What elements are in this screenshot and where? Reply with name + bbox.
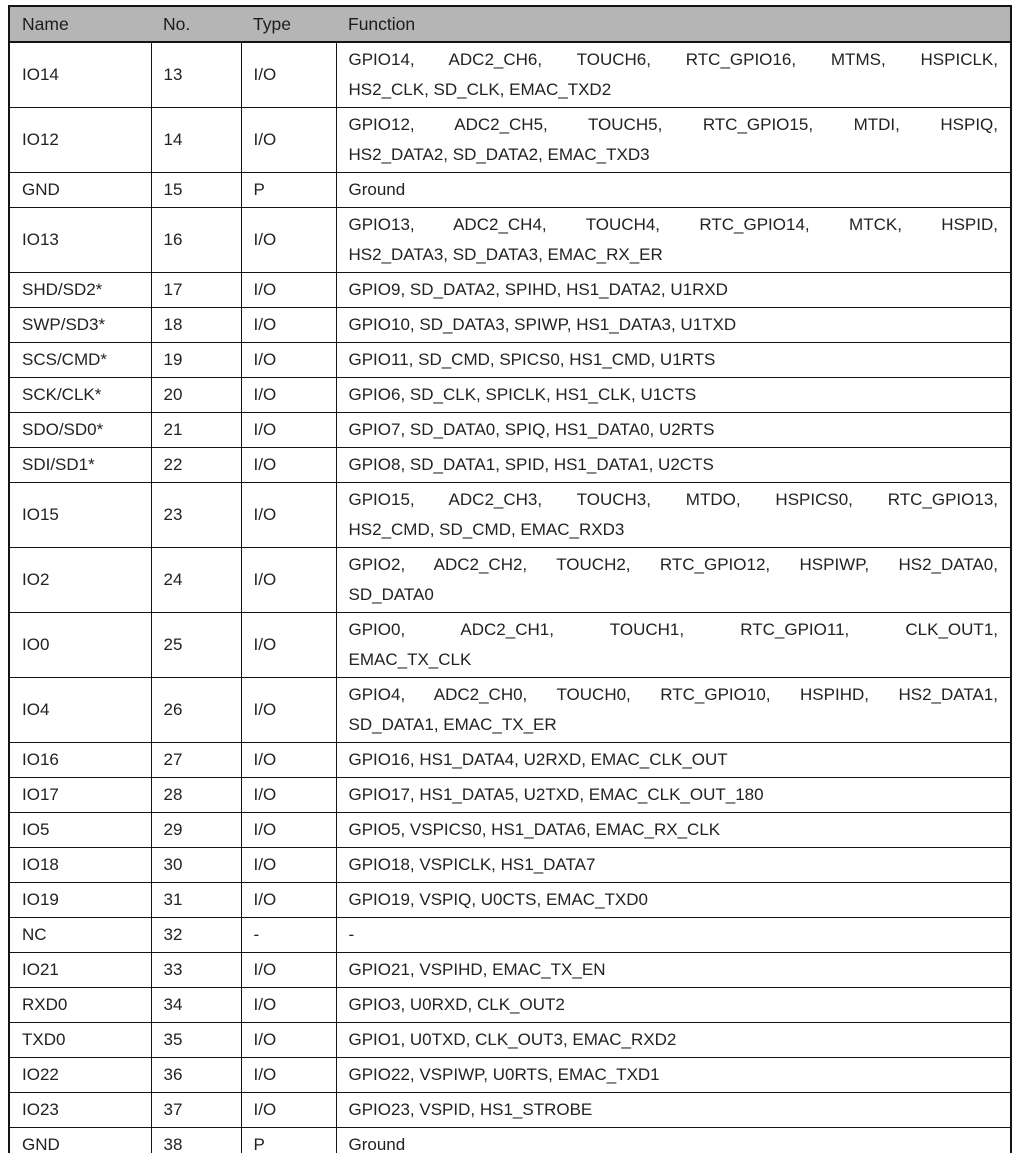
pin-number-cell: 20 [151,378,241,413]
function-line: Ground [348,180,406,199]
pin-type-cell: I/O [241,378,336,413]
pin-type-cell: P [241,173,336,208]
pin-number-cell: 31 [151,883,241,918]
pin-type-cell: I/O [241,308,336,343]
pin-number-cell: 33 [151,953,241,988]
table-row [9,208,1011,273]
pin-name-cell: IO17 [9,778,151,813]
pin-name-cell: IO16 [9,743,151,778]
table-row [9,173,1011,208]
table-row [9,813,1011,848]
pin-function-cell [336,108,1011,173]
table-row [9,988,1011,1023]
pin-number-cell: 30 [151,848,241,883]
pin-number-cell: 17 [151,273,241,308]
pin-function-cell [336,548,1011,613]
column-header-function: Function [336,6,1011,42]
table-row [9,953,1011,988]
table-row [9,778,1011,813]
pin-name-cell: IO2 [9,548,151,613]
pin-function-cell [336,208,1011,273]
pin-number-cell: 26 [151,678,241,743]
pin-name-cell: IO14 [9,42,151,108]
pin-name-cell: IO13 [9,208,151,273]
pin-name-cell: SCK/CLK* [9,378,151,413]
pin-function-cell [336,1058,1011,1093]
pin-function-cell [336,483,1011,548]
pin-function-cell [336,173,1011,208]
function-line: GPIO4, ADC2_CH0, TOUCH0, RTC_GPIO10, HSPIHD, HS2_DATA1, [348,685,998,704]
pin-function-cell [336,848,1011,883]
pin-name-cell: TXD0 [9,1023,151,1058]
function-line: GPIO14, ADC2_CH6, TOUCH6, RTC_GPIO16, MTMS, HSPICLK, [348,50,998,69]
table-row [9,343,1011,378]
pin-number-cell: 35 [151,1023,241,1058]
pin-name-cell: IO4 [9,678,151,743]
pin-function-cell [336,448,1011,483]
pin-function-cell [336,813,1011,848]
table-row [9,848,1011,883]
pin-function-cell [336,413,1011,448]
pin-name-cell: GND [9,1128,151,1153]
pin-type-cell: P [241,1128,336,1153]
table-row [9,918,1011,953]
column-header-no: No. [151,6,241,42]
table-row [9,483,1011,548]
column-header-name: Name [9,6,151,42]
pin-type-cell: I/O [241,448,336,483]
table-row [9,108,1011,173]
pin-type-cell: I/O [241,273,336,308]
function-line: GPIO2, ADC2_CH2, TOUCH2, RTC_GPIO12, HSPIWP, HS2_DATA0, [348,555,998,574]
pin-name-cell: RXD0 [9,988,151,1023]
function-line: HS2_CMD, SD_CMD, EMAC_RXD3 [348,520,625,539]
table-row [9,883,1011,918]
pin-function-cell [336,343,1011,378]
table-row [9,743,1011,778]
function-line: GPIO16, HS1_DATA4, U2RXD, EMAC_CLK_OUT [348,750,728,769]
function-line: HS2_DATA2, SD_DATA2, EMAC_TXD3 [348,145,650,164]
pin-type-cell: - [241,918,336,953]
pin-type-cell: I/O [241,678,336,743]
pin-name-cell: SCS/CMD* [9,343,151,378]
table-body [9,42,1011,1153]
function-line: GPIO18, VSPICLK, HS1_DATA7 [348,855,596,874]
pin-number-cell: 29 [151,813,241,848]
function-line: GPIO22, VSPIWP, U0RTS, EMAC_TXD1 [348,1065,660,1084]
pin-number-cell: 27 [151,743,241,778]
function-line: GPIO7, SD_DATA0, SPIQ, HS1_DATA0, U2RTS [348,420,715,439]
function-line: GPIO17, HS1_DATA5, U2TXD, EMAC_CLK_OUT_180 [348,785,764,804]
pin-number-cell: 38 [151,1128,241,1153]
table-row [9,308,1011,343]
pin-number-cell: 34 [151,988,241,1023]
pin-name-cell: IO23 [9,1093,151,1128]
function-line: GPIO10, SD_DATA3, SPIWP, HS1_DATA3, U1TXD [348,315,737,334]
pin-type-cell: I/O [241,743,336,778]
function-line: GPIO21, VSPIHD, EMAC_TX_EN [348,960,606,979]
pin-name-cell: IO21 [9,953,151,988]
pin-function-cell [336,953,1011,988]
function-line: GPIO19, VSPIQ, U0CTS, EMAC_TXD0 [348,890,648,909]
pin-name-cell: SDI/SD1* [9,448,151,483]
function-line: GPIO15, ADC2_CH3, TOUCH3, MTDO, HSPICS0, RTC_GPIO13, [348,490,998,509]
pin-name-cell: NC [9,918,151,953]
table-row [9,448,1011,483]
pin-type-cell: I/O [241,413,336,448]
pin-type-cell: I/O [241,613,336,678]
pin-name-cell: IO12 [9,108,151,173]
table-row [9,273,1011,308]
function-line: GPIO3, U0RXD, CLK_OUT2 [348,995,565,1014]
pin-name-cell: IO22 [9,1058,151,1093]
pin-type-cell: I/O [241,883,336,918]
function-line: GPIO6, SD_CLK, SPICLK, HS1_CLK, U1CTS [348,385,697,404]
pin-type-cell: I/O [241,483,336,548]
table-row [9,378,1011,413]
pin-type-cell: I/O [241,42,336,108]
pin-type-cell: I/O [241,813,336,848]
pin-function-cell [336,1128,1011,1153]
table-row [9,1093,1011,1128]
column-header-type: Type [241,6,336,42]
pin-function-cell [336,1023,1011,1058]
table-row [9,413,1011,448]
pin-type-cell: I/O [241,988,336,1023]
pin-type-cell: I/O [241,848,336,883]
pin-number-cell: 28 [151,778,241,813]
pin-type-cell: I/O [241,208,336,273]
pin-number-cell: 14 [151,108,241,173]
pin-name-cell: IO5 [9,813,151,848]
pin-type-cell: I/O [241,1058,336,1093]
function-line: GPIO11, SD_CMD, SPICS0, HS1_CMD, U1RTS [348,350,716,369]
function-line: HS2_DATA3, SD_DATA3, EMAC_RX_ER [348,245,663,264]
pin-number-cell: 18 [151,308,241,343]
pin-name-cell: GND [9,173,151,208]
pin-function-cell [336,42,1011,108]
table-row [9,42,1011,108]
pin-type-cell: I/O [241,343,336,378]
pin-name-cell: SHD/SD2* [9,273,151,308]
pin-number-cell: 25 [151,613,241,678]
pin-name-cell: IO19 [9,883,151,918]
pin-number-cell: 13 [151,42,241,108]
function-line: GPIO1, U0TXD, CLK_OUT3, EMAC_RXD2 [348,1030,677,1049]
pin-name-cell: SWP/SD3* [9,308,151,343]
function-line: GPIO12, ADC2_CH5, TOUCH5, RTC_GPIO15, MTDI, HSPIQ, [348,115,998,134]
pin-function-cell [336,308,1011,343]
pin-function-cell [336,988,1011,1023]
pin-name-cell: IO15 [9,483,151,548]
table-header-row [9,6,1011,42]
table-row [9,548,1011,613]
table-row [9,1128,1011,1153]
pin-number-cell: 24 [151,548,241,613]
function-line: Ground [348,1135,406,1153]
pin-name-cell: IO18 [9,848,151,883]
pin-function-cell [336,378,1011,413]
function-line: GPIO23, VSPID, HS1_STROBE [348,1100,593,1119]
function-line: GPIO8, SD_DATA1, SPID, HS1_DATA1, U2CTS [348,455,714,474]
pin-name-cell: SDO/SD0* [9,413,151,448]
function-line: SD_DATA1, EMAC_TX_ER [348,715,557,734]
pin-type-cell: I/O [241,1023,336,1058]
pin-definition-table [8,5,1012,1153]
pin-number-cell: 16 [151,208,241,273]
pin-type-cell: I/O [241,108,336,173]
function-line: GPIO0, ADC2_CH1, TOUCH1, RTC_GPIO11, CLK_OUT1, [348,620,998,639]
pin-function-cell [336,918,1011,953]
pin-function-cell [336,613,1011,678]
function-line: SD_DATA0 [348,585,434,604]
function-line: - [348,925,355,944]
pin-number-cell: 32 [151,918,241,953]
pin-number-cell: 37 [151,1093,241,1128]
pin-number-cell: 21 [151,413,241,448]
pin-number-cell: 36 [151,1058,241,1093]
pin-function-cell [336,273,1011,308]
pin-type-cell: I/O [241,548,336,613]
pin-function-cell [336,678,1011,743]
pin-type-cell: I/O [241,778,336,813]
table-row [9,678,1011,743]
pin-number-cell: 15 [151,173,241,208]
pin-type-cell: I/O [241,1093,336,1128]
table-row [9,1058,1011,1093]
function-line: EMAC_TX_CLK [348,650,472,669]
pin-type-cell: I/O [241,953,336,988]
pin-function-cell [336,1093,1011,1128]
table-row [9,1023,1011,1058]
table-row [9,613,1011,678]
pin-number-cell: 19 [151,343,241,378]
function-line: GPIO13, ADC2_CH4, TOUCH4, RTC_GPIO14, MTCK, HSPID, [348,215,998,234]
pin-number-cell: 22 [151,448,241,483]
function-line: GPIO5, VSPICS0, HS1_DATA6, EMAC_RX_CLK [348,820,721,839]
pin-name-cell: IO0 [9,613,151,678]
pin-number-cell: 23 [151,483,241,548]
function-line: HS2_CLK, SD_CLK, EMAC_TXD2 [348,80,612,99]
pin-function-cell [336,778,1011,813]
pin-function-cell [336,883,1011,918]
pin-function-cell [336,743,1011,778]
function-line: GPIO9, SD_DATA2, SPIHD, HS1_DATA2, U1RXD [348,280,728,299]
